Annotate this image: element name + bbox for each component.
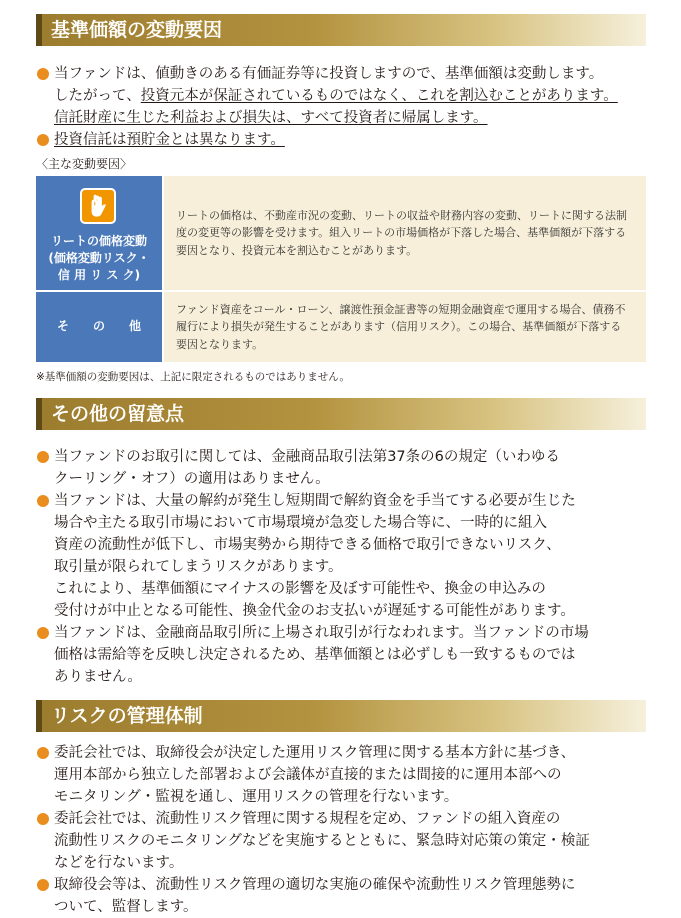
bullet-icon <box>37 747 49 759</box>
factor-description-cell <box>164 176 646 290</box>
list-item: 当ファンドは、値動きのある有価証券等に投資しますので、基準価額は変動します。 <box>36 63 656 85</box>
list-item: 委託会社では、流動性リスク管理に関する規程を定め、ファンドの組入資産の <box>36 808 656 830</box>
section-title: リスクの管理体制 <box>51 705 203 727</box>
bullet-icon <box>37 879 49 891</box>
list-item: 運用本部から独立した部署および会議体が直接的または間接的に運用本部への <box>54 767 562 783</box>
section-title: その他の留意点 <box>51 403 185 425</box>
factor-description: ファンド資産をコール・ローン、譲渡性預金証書等の短期金融資産で運用する場合、債務不履行により損失が発生することがあります（信用リスク）。この場合、基準価額が下落する要因となります。 <box>176 302 626 351</box>
list-item: 受付けが中止となる可能性、換金代金のお支払いが遅延する可能性があります。 <box>54 603 575 619</box>
section1-body <box>36 63 656 151</box>
factor-label-cell-other <box>36 292 162 362</box>
list-item: 委託会社では、取締役会が決定した運用リスク管理に関する基本方針に基づき、 <box>36 742 656 764</box>
bullet-icon <box>37 451 49 463</box>
list-item: ついて、監督します。 <box>54 899 198 915</box>
list-item: 資産の流動性が低下し、市場実勢から期待できる価格で取引できないリスク、 <box>54 537 561 553</box>
list-item: これにより、基準価額にマイナスの影響を及ぼす可能性や、換金の申込みの <box>54 581 546 597</box>
list-item: などを行ないます。 <box>54 855 184 871</box>
list-item: 当ファンドは、大量の解約が発生し短期間で解約資金を手当てする必要が生じた <box>36 490 656 512</box>
bullet-icon <box>37 68 49 80</box>
factor-label-line: (価格変動リスク・ <box>48 251 150 265</box>
list-item: 当ファンドのお取引に関しては、金融商品取引法第37条の6の規定（いわゆる <box>36 446 656 468</box>
factor-label-line: リートの価格変動 <box>50 234 147 248</box>
bullet-icon <box>37 813 49 825</box>
list-item: クーリング・オフ）の適用はありません。 <box>54 471 330 487</box>
footnote: ※基準価額の変動要因は、上記に限定されるものではありません。 <box>36 371 350 383</box>
list-item: 取引量が限られてしまうリスクがあります。 <box>54 559 343 575</box>
list-item: 信託財産に生じた利益および損失は、すべて投資者に帰属します。 <box>54 110 488 126</box>
list-item: ありません。 <box>54 669 142 685</box>
factor-label-cell-reit <box>36 176 162 290</box>
bullet-icon <box>37 495 49 507</box>
factor-table <box>36 176 646 362</box>
factor-label-line: そ の 他 <box>56 319 141 333</box>
list-item: モニタリング・監視を通し、運用リスクの管理を行ないます。 <box>54 789 459 805</box>
factor-description-cell <box>164 292 646 362</box>
bullet-icon <box>37 627 49 639</box>
list-item: 当ファンドは、金融商品取引所に上場され取引が行なわれます。当ファンドの市場 <box>36 622 656 644</box>
factor-label-line: 信 用 リ ス ク) <box>57 268 141 282</box>
list-item: 取締役会等は、流動性リスク管理の適切な実施の確保や流動性リスク管理態勢に <box>36 874 656 896</box>
list-item: 価格は需給等を反映し決定されるため、基準価額とは必ずしも一致するものでは <box>54 647 576 663</box>
section3-body <box>36 742 656 918</box>
hand-icon <box>80 188 116 224</box>
list-item: 投資信託は預貯金とは異なります。 <box>36 129 656 151</box>
section-header-risk-management <box>36 700 646 732</box>
section2-body <box>36 446 656 688</box>
section-header-nav-factors <box>36 14 646 46</box>
section-header-other-notes <box>36 398 646 430</box>
factors-label: 〈主な変動要因〉 <box>36 157 133 171</box>
list-item: 場合や主たる取引市場において市場環境が急変した場合等に、一時的に組入 <box>54 515 547 531</box>
section-title: 基準価額の変動要因 <box>51 19 223 41</box>
factor-description: リートの価格は、不動産市況の変動、リートの収益や財務内容の変動、リートに関する法制度の変更等の影響を受けます。組入リートの市場価格が下落した場合、基準価額が下落する要因となり、投資元本を割込むことがあります。 <box>176 208 627 257</box>
bullet-icon <box>37 134 49 146</box>
list-item: したがって、投資元本が保証されているものではなく、これを割込むことがあります。 <box>54 88 618 104</box>
list-item: 流動性リスクのモニタリングなどを実施するとともに、緊急時対応策の策定・検証 <box>54 833 590 849</box>
